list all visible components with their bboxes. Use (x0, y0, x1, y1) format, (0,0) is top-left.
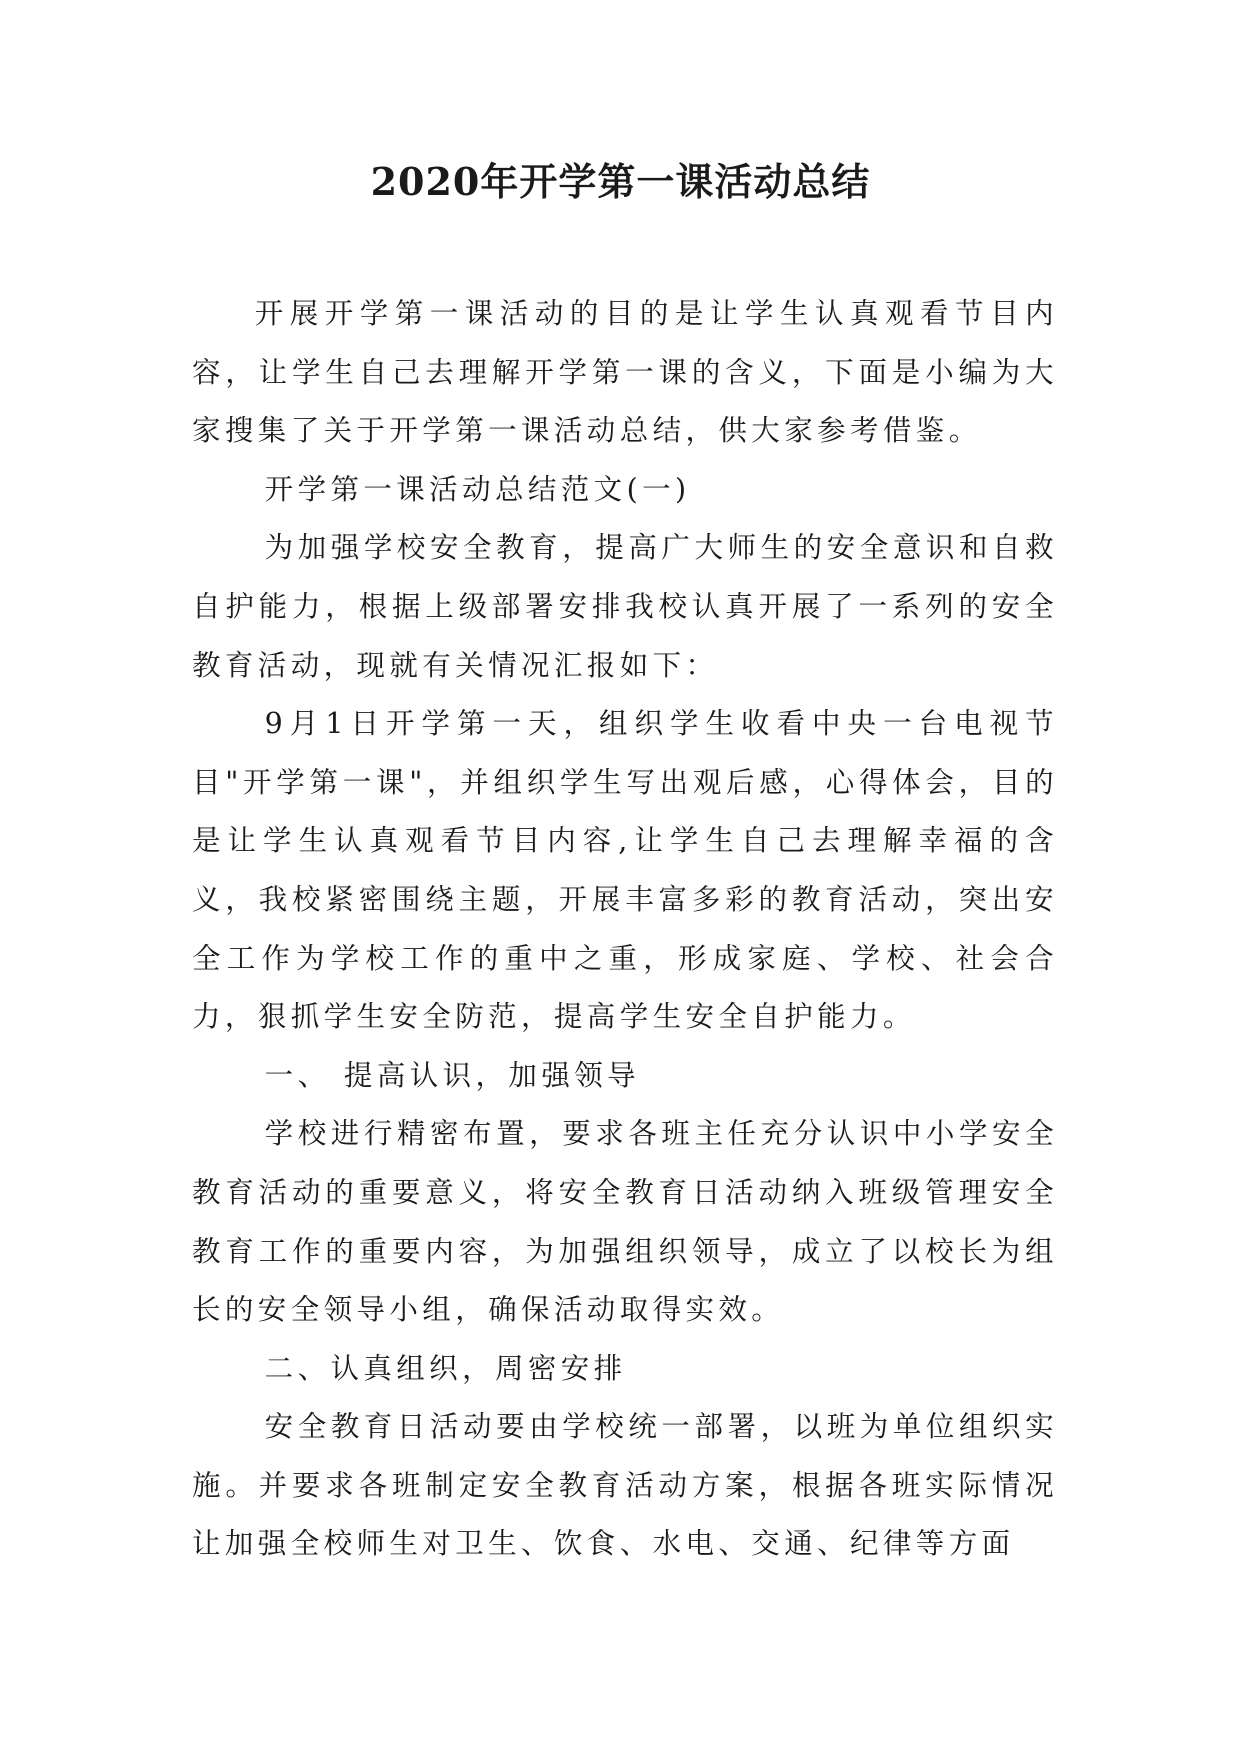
paragraph-purpose: 为加强学校安全教育，提高广大师生的安全意识和自救自护能力，根据上级部署安排我校认真开展了一系列的安全教育活动，现就有关情况汇报如下： (192, 531, 1058, 682)
section-heading-one: 一、 提高认识，加强领导 (264, 1058, 641, 1092)
paragraph-organization: 安全教育日活动要由学校统一部署，以班为单位组织实施。并要求各班制定安全教育活动方案，根据各班实际情况让加强全校师生对卫生、饮食、水电、交通、纪律等方面 (192, 1410, 1058, 1561)
paragraph-leadership: 学校进行精密布置，要求各班主任充分认识中小学安全教育活动的重要意义，将安全教育日活动纳入班级管理安全教育工作的重要内容，为加强组织领导，成立了以校长为组长的安全领导小组，确保活动取得实效。 (192, 1117, 1058, 1327)
paragraph-first-day: 9月1日开学第一天，组织学生收看中央一台电视节目"开学第一课"，并组织学生写出观后感，心得体会，目的是让学生认真观看节目内容,让学生自己去理解幸福的含义，我校紧密围绕主题，开展丰富多彩的教育活动，突出安全工作为学校工作的重中之重，形成家庭、学校、社会合力，狠抓学生安全防范，提高学生安全自护能力。 (192, 707, 1058, 1034)
document-body (192, 285, 1058, 1574)
section-heading-two: 二、认真组织，周密安排 (264, 1351, 627, 1385)
section-heading-sample-one: 开学第一课活动总结范文(一) (264, 472, 691, 506)
document-title: 2020年开学第一课活动总结 (370, 159, 871, 204)
intro-paragraph: 开展开学第一课活动的目的是让学生认真观看节目内容，让学生自己去理解开学第一课的含义，下面是小编为大家搜集了关于开学第一课活动总结，供大家参考借鉴。 (192, 297, 1058, 448)
